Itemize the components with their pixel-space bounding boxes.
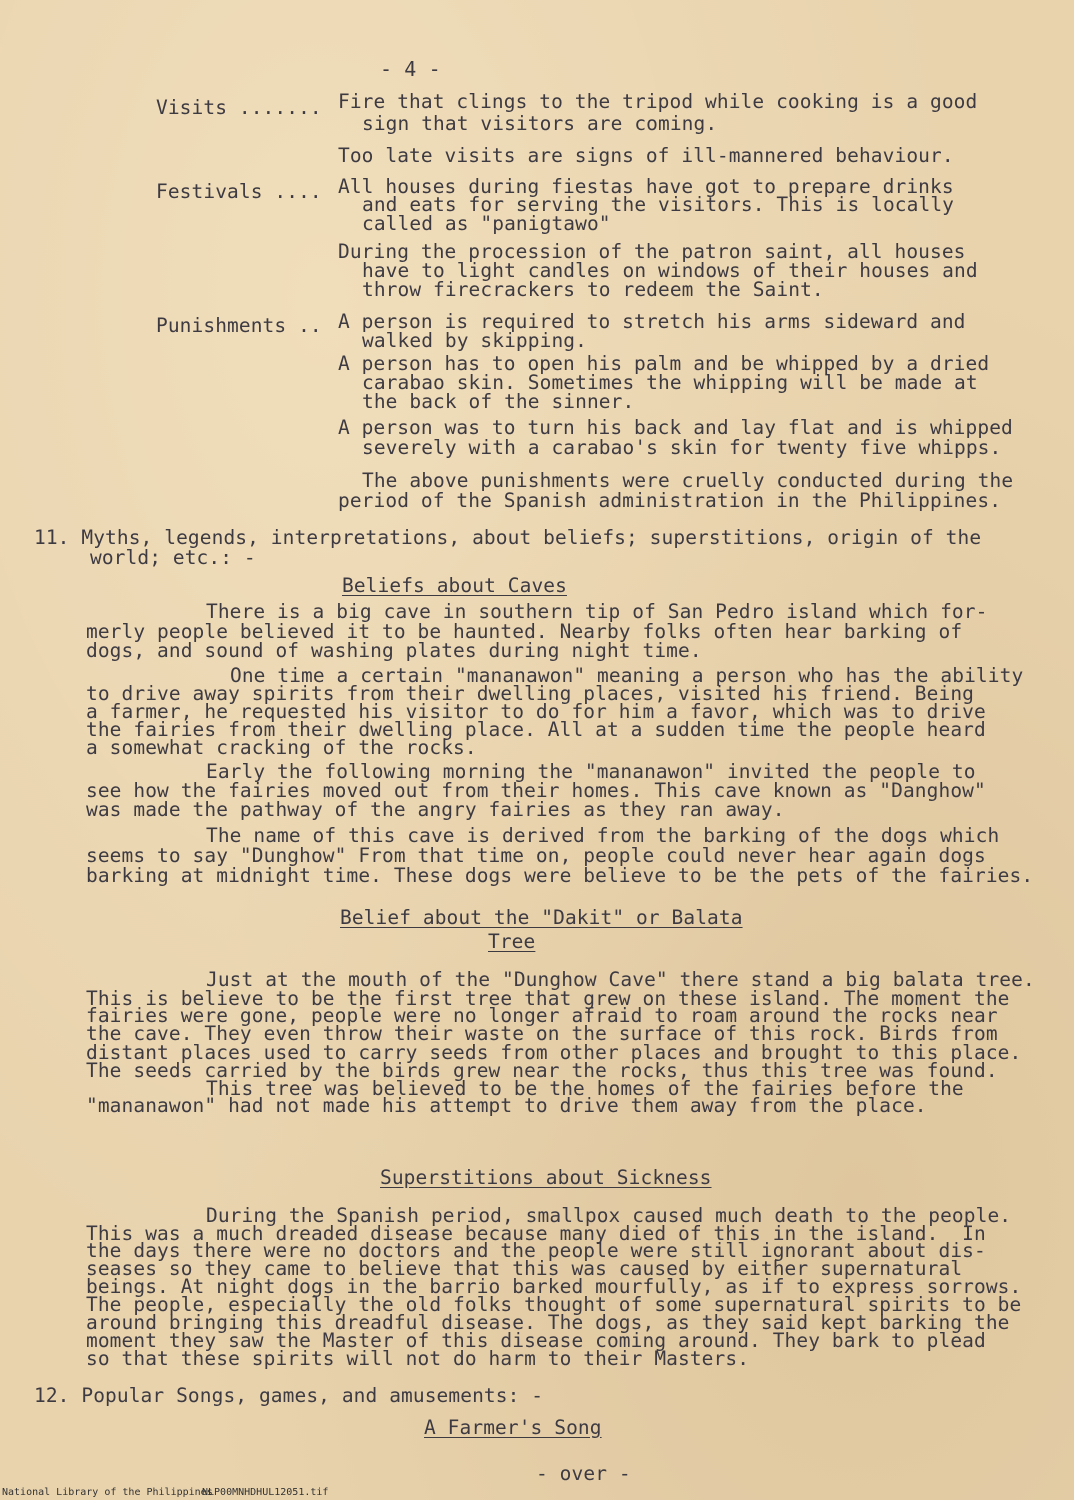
festivals-p2-line: throw firecrackers to redeem the Saint. bbox=[362, 278, 824, 301]
visits-line-2: sign that visitors are coming. bbox=[362, 112, 718, 135]
caves-line: seems to say "Dunghow" From that time on, people could never hear again dogs bbox=[86, 844, 986, 867]
festivals-p1-line: All houses during fiestas have got to prepare drinks bbox=[338, 175, 954, 198]
dakit-line: "mananawon" had not made his attempt to drive them away from the place. bbox=[86, 1094, 927, 1117]
festivals-p1-line: and eats for serving the visitors. This is locally bbox=[362, 193, 954, 216]
sickness-line: around bringing this dreadful disease. The dogs, as they said kept barking the bbox=[86, 1311, 1010, 1334]
caves-line: was made the pathway of the angry fairies as they ran away. bbox=[86, 798, 785, 821]
caves-line: to drive away spirits from their dwelling places, visited his friend. Being bbox=[86, 682, 974, 705]
sickness-line: so that these spirits will not do harm to their Masters. bbox=[86, 1347, 750, 1370]
punishments-p4-line: The above punishments were cruelly conducted during the bbox=[362, 469, 1014, 492]
dakit-line: distant places used to carry seeds from other places and brought to this place. bbox=[86, 1041, 1022, 1064]
dakit-heading-tree: Tree bbox=[488, 930, 536, 953]
dakit-line: the cave. They even throw their waste on the surface of this rock. Birds from bbox=[86, 1022, 998, 1045]
section-12-line: 12. Popular Songs, games, and amusements: - bbox=[34, 1384, 544, 1407]
punishments-p2-line: the back of the sinner. bbox=[362, 390, 635, 413]
caves-line: a farmer, he requested his visitor to do for him a favor, which was to drive bbox=[86, 700, 986, 723]
festivals-p2-line: have to light candles on windows of their houses and bbox=[362, 259, 978, 282]
footer-file-id: NLP00MNHDHUL12051.tif bbox=[202, 1487, 329, 1498]
punishments-label: Punishments .. bbox=[156, 314, 322, 337]
caves-line: a somewhat cracking of the rocks. bbox=[86, 736, 477, 759]
section-11-line: 11. Myths, legends, interpretations, about beliefs; superstitions, origin of the bbox=[34, 526, 982, 549]
sickness-heading: Superstitions about Sickness bbox=[380, 1166, 712, 1189]
punishments-p2-line: A person has to open his palm and be whipped by a dried bbox=[338, 352, 990, 375]
over-marker: - over - bbox=[536, 1462, 631, 1485]
page-number: - 4 - bbox=[380, 57, 441, 81]
dakit-line: The seeds carried by the birds grew near the rocks, thus this tree was found. bbox=[86, 1059, 998, 1082]
sickness-line: the days there were no doctors and the people were still ignorant about dis- bbox=[86, 1239, 986, 1262]
sickness-line: seases so they came to believe that this was caused by either supernatural bbox=[86, 1257, 963, 1280]
punishments-p3-line: A person was to turn his back and lay flat and is whipped bbox=[338, 416, 1013, 439]
sickness-line: This was a much dreaded disease because many died of this in the island. In bbox=[86, 1222, 986, 1245]
punishments-p1-line: A person is required to stretch his arms sideward and bbox=[338, 310, 966, 333]
dakit-line: Just at the mouth of the "Dunghow Cave" there stand a big balata tree. bbox=[206, 968, 1035, 991]
punishments-p1-line: walked by skipping. bbox=[362, 329, 587, 352]
caves-line: the fairies from their dwelling place. All at a sudden time the people heard bbox=[86, 718, 986, 741]
caves-line: see how the fairies moved out from their homes. This cave known as "Danghow" bbox=[86, 779, 986, 802]
caves-line: merly people believed it to be haunted. Nearby folks often hear barking of bbox=[86, 620, 963, 643]
sickness-line: During the Spanish period, smallpox caused much death to the people. bbox=[206, 1204, 1012, 1227]
sickness-line: The people, especially the old folks thought of some supernatural spirits to be bbox=[86, 1293, 1022, 1316]
festivals-p2-line: During the procession of the patron saint, all houses bbox=[338, 240, 966, 263]
caves-heading: Beliefs about Caves bbox=[342, 574, 567, 597]
visits-label: Visits ....... bbox=[156, 96, 322, 119]
caves-line: Early the following morning the "mananawon" invited the people to bbox=[206, 760, 976, 783]
punishments-p2-line: carabao skin. Sometimes the whipping will be made at bbox=[362, 371, 978, 394]
punishments-p4-line: period of the Spanish administration in the Philippines. bbox=[338, 489, 1002, 512]
sickness-line: moment they saw the Master of this disease coming around. They bark to plead bbox=[86, 1329, 986, 1352]
section-11-line: world; etc.: - bbox=[90, 546, 256, 569]
festivals-label: Festivals .... bbox=[156, 180, 322, 203]
caves-line: There is a big cave in southern tip of San Pedro island which for- bbox=[206, 600, 988, 623]
dakit-heading: Belief about the "Dakit" or Balata bbox=[340, 906, 743, 929]
festivals-p1-line: called as "panigtawo" bbox=[362, 212, 611, 235]
footer-library: National Library of the Philippines bbox=[2, 1487, 213, 1498]
farmers-song-heading: A Farmer's Song bbox=[424, 1416, 602, 1439]
punishments-p3-line: severely with a carabao's skin for twenty five whipps. bbox=[362, 436, 1002, 459]
sickness-line: beings. At night dogs in the barrio barked mourfully, as if to express sorrows. bbox=[86, 1275, 1022, 1298]
visits-line-1: Fire that clings to the tripod while cooking is a good bbox=[338, 90, 978, 113]
dakit-line: This is believe to be the first tree that grew on these island. The moment the bbox=[86, 987, 1010, 1010]
caves-line: barking at midnight time. These dogs were believe to be the pets of the fairies. bbox=[86, 864, 1034, 887]
caves-line: The name of this cave is derived from the barking of the dogs which bbox=[206, 824, 1000, 847]
dakit-line: fairies were gone, people were no longer afraid to roam around the rocks near bbox=[86, 1004, 998, 1027]
dakit-line: This tree was believed to be the homes of the fairies before the bbox=[206, 1077, 964, 1100]
caves-line: dogs, and sound of washing plates during night time. bbox=[86, 639, 702, 662]
visits-line-3: Too late visits are signs of ill-mannered behaviour. bbox=[338, 144, 954, 167]
caves-line: One time a certain "mananawon" meaning a person who has the ability bbox=[230, 664, 1024, 687]
